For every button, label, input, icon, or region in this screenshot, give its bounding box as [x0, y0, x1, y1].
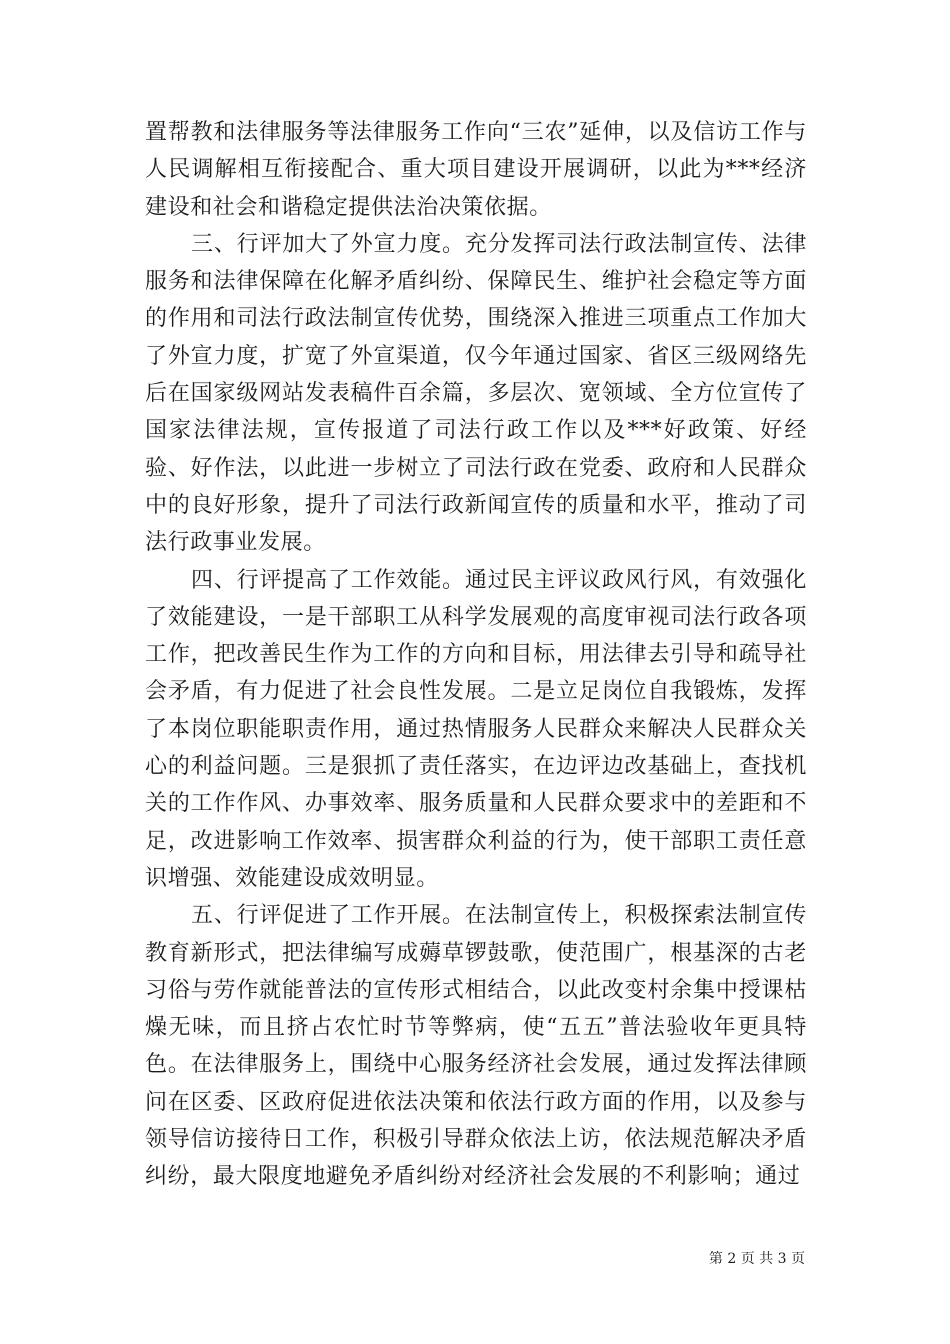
paragraph: 三、行评加大了外宣力度。充分发挥司法行政法制宣传、法律服务和法律保障在化解矛盾纠纷、保障民生、维护社会稳定等方面的作用和司法行政法制宣传优势，围绕深入推进三项重点工作加大了外宣力度，扩宽了外宣渠道，仅今年通过国家、省区三级网络先后在国家级网站发表稿件百余篇，多层次、宽领域、全方位宣传了国家法律法规，宣传报道了司法行政工作以及***好政策、好经验、好作法，以此进一步树立了司法行政在党委、政府和人民群众中的良好形象，提升了司法行政新闻宣传的质量和水平，推动了司法行政事业发展。	[145, 231, 807, 556]
page-footer	[0, 1248, 950, 1270]
paragraph: 五、行评促进了工作开展。在法制宣传上，积极探索法制宣传教育新形式，把法律编写成薅草锣鼓歌，使范围广，根基深的古老习俗与劳作就能普法的宣传形式相结合，以此改变村余集中授课枯燥无味，而且挤占农忙时节等弊病，使“五五”普法验收年更具特色。在法律服务上，围绕中心服务经济社会发展，通过发挥法律顾问在区委、区政府促进依法决策和依法行政方面的作用，以及参与领导信访接待日工作，积极引导群众依法上访，依法规范解决矛盾纠纷，最大限度地避免矛盾纠纷对经济社会发展的不利影响；通过	[145, 903, 807, 1190]
page-number: 第 2 页 共 3 页	[708, 1251, 805, 1267]
paragraph: 置帮教和法律服务等法律服务工作向“三农”延伸，以及信访工作与人民调解相互衔接配合、重大项目建设开展调研，以此为***经济建设和社会和谐稳定提供法治决策依据。	[145, 120, 807, 220]
paragraph: 四、行评提高了工作效能。通过民主评议政风行风，有效强化了效能建设，一是干部职工从科学发展观的高度审视司法行政各项工作，把改善民生作为工作的方向和目标，用法律去引导和疏导社会矛盾，有力促进了社会良性发展。二是立足岗位自我锻炼，发挥了本岗位职能职责作用，通过热情服务人民群众来解决人民群众关心的利益问题。三是狠抓了责任落实，在边评边改基础上，查找机关的工作作风、办事效率、服务质量和人民群众要求中的差距和不足，改进影响工作效率、损害群众利益的行为，使干部职工责任意识增强、效能建设成效明显。	[145, 567, 807, 891]
document-body	[145, 114, 807, 1196]
